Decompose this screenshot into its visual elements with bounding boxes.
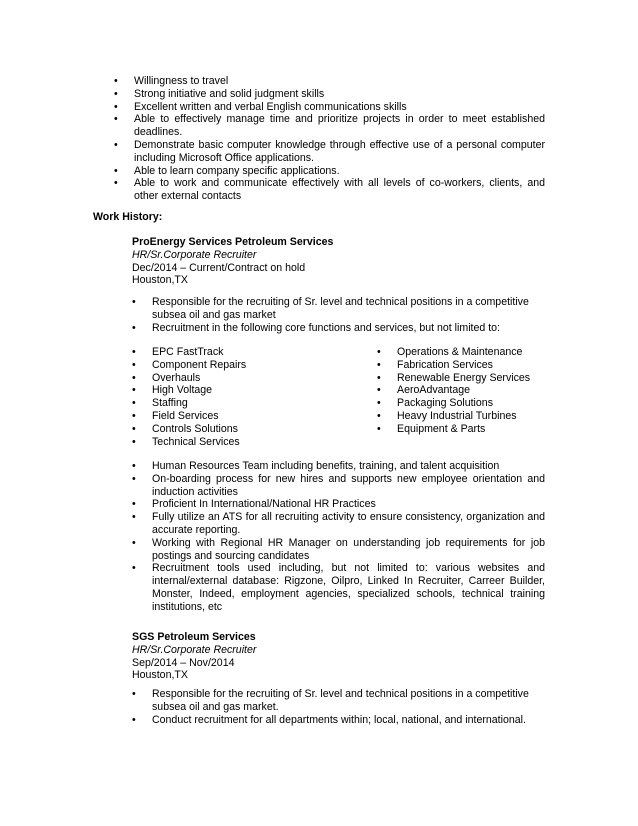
list-item: • Equipment & Parts bbox=[377, 423, 557, 436]
list-item: • Packaging Solutions bbox=[377, 397, 557, 410]
list-item: • Recruitment tools used including, but not limited to: various websites and internal/external database: Rigzone, Oilpro, Linked In Recruiter, Carreer Builder, Monster, Indeed, employment agencies, specialized schools, technical training institutions, etc bbox=[132, 562, 545, 613]
list-item: • Recruitment in the following core functions and services, but not limited to: bbox=[132, 322, 538, 335]
list-item: • Operations & Maintenance bbox=[377, 346, 557, 359]
list-item: • Fully utilize an ATS for all recruiting activity to ensure consistency, organization and accurate reporting. bbox=[132, 511, 545, 537]
list-item: • Able to work and communicate effectively with all levels of co-workers, clients, and other external contacts bbox=[114, 177, 545, 203]
job-dates: Dec/2014 – Current/Contract on hold bbox=[132, 261, 306, 274]
job-title: HR/Sr.Corporate Recruiter bbox=[132, 643, 257, 656]
skills-list bbox=[114, 75, 545, 203]
list-item: • Staffing bbox=[132, 397, 352, 410]
list-item: • Conduct recruitment for all departments within; local, national, and international. bbox=[132, 714, 538, 727]
list-item: • Strong initiative and solid judgment skills bbox=[114, 88, 545, 101]
list-item: • Renewable Energy Services bbox=[377, 372, 557, 385]
list-item: • Controls Solutions bbox=[132, 423, 352, 436]
job-dates: Sep/2014 – Nov/2014 bbox=[132, 656, 235, 669]
list-item: • Responsible for the recruiting of Sr. level and technical positions in a competitive subsea oil and gas market bbox=[132, 296, 538, 322]
list-item: • Field Services bbox=[132, 410, 352, 423]
responsibilities-list bbox=[132, 296, 538, 334]
list-item: • Willingness to travel bbox=[114, 75, 545, 88]
core-functions-left bbox=[132, 346, 352, 448]
core-functions-right bbox=[377, 346, 557, 436]
list-item: • High Voltage bbox=[132, 384, 352, 397]
job-location: Houston,TX bbox=[132, 274, 188, 287]
list-item: • Component Repairs bbox=[132, 359, 352, 372]
job-location: Houston,TX bbox=[132, 669, 188, 682]
additional-duties-list bbox=[132, 460, 545, 614]
list-item: • Demonstrate basic computer knowledge through effective use of a personal computer including Microsoft Office applications. bbox=[114, 139, 545, 165]
job-title: HR/Sr.Corporate Recruiter bbox=[132, 248, 257, 261]
list-item: • Technical Services bbox=[132, 436, 352, 449]
list-item: • Heavy Industrial Turbines bbox=[377, 410, 557, 423]
company-name: ProEnergy Services Petroleum Services bbox=[132, 236, 334, 248]
job-entry bbox=[132, 236, 545, 287]
list-item: • Able to learn company specific applications. bbox=[114, 165, 545, 178]
list-item: • Responsible for the recruiting of Sr. level and technical positions in a competitive subsea oil and gas market. bbox=[132, 688, 538, 714]
list-item: • Able to effectively manage time and prioritize projects in order to meet established deadlines. bbox=[114, 113, 545, 139]
list-item: • Excellent written and verbal English communications skills bbox=[114, 101, 545, 114]
list-item: • On-boarding process for new hires and supports new employee orientation and induction activities bbox=[132, 473, 545, 499]
job-entry bbox=[132, 631, 545, 682]
company-name: SGS Petroleum Services bbox=[132, 631, 256, 643]
responsibilities-list bbox=[132, 688, 538, 726]
list-item: • Overhauls bbox=[132, 372, 352, 385]
work-history-heading: Work History: bbox=[93, 211, 163, 223]
list-item: • Human Resources Team including benefits, training, and talent acquisition bbox=[132, 460, 545, 473]
list-item: • Fabrication Services bbox=[377, 359, 557, 372]
list-item: • Working with Regional HR Manager on understanding job requirements for job postings and sourcing candidates bbox=[132, 537, 545, 563]
list-item: • Proficient In International/National HR Practices bbox=[132, 498, 545, 511]
list-item: • AeroAdvantage bbox=[377, 384, 557, 397]
list-item: • EPC FastTrack bbox=[132, 346, 352, 359]
